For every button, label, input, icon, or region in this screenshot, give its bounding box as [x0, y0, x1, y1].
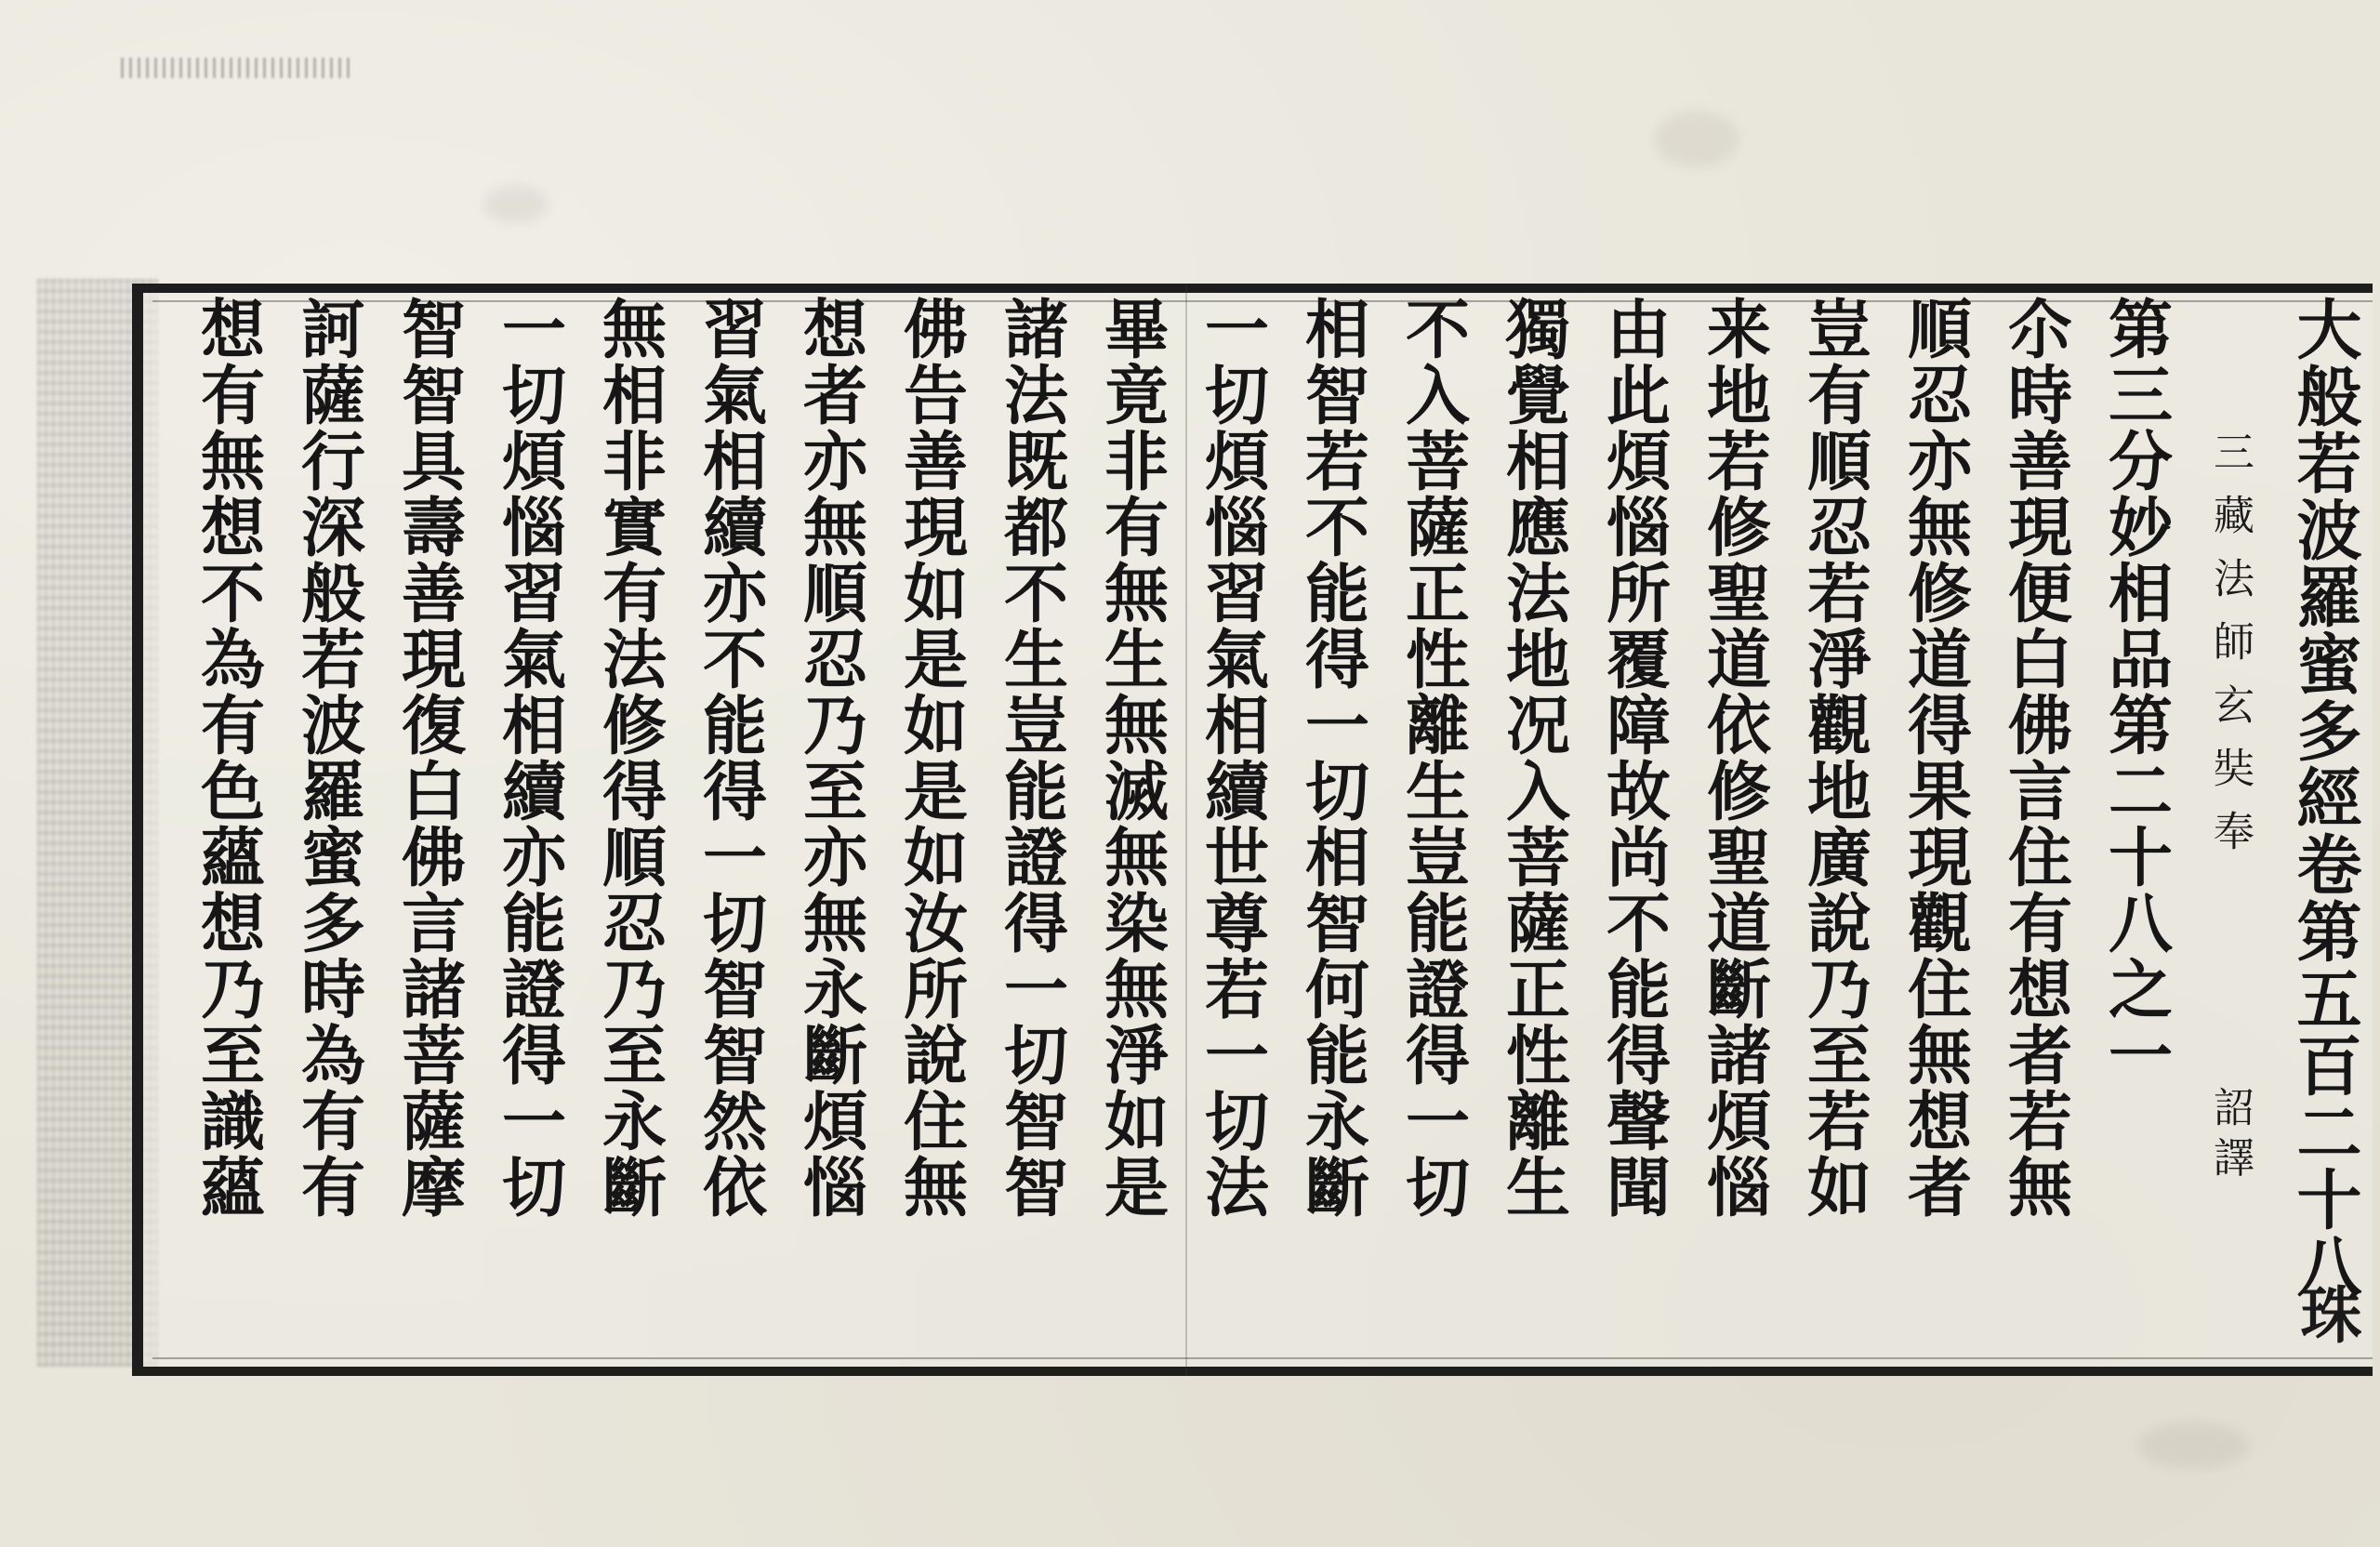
- text-column: 豈有順忍若淨觀地廣說乃至若如: [1796, 296, 1871, 1220]
- text-column: 習氣相續亦不能得一切智智然依: [692, 296, 767, 1220]
- text-column: 一切煩惱習氣相續世尊若一切法: [1194, 296, 1269, 1220]
- text-column: 一切煩惱習氣相續亦能證得一切: [491, 296, 566, 1220]
- text-column: 想有無想不為有色蘊想乃至識蘊: [190, 296, 265, 1220]
- chapter-heading: 第三分妙相品第二十八之一: [2097, 296, 2173, 1088]
- text-column: 無相非實有法修得順忍乃至永斷: [591, 296, 667, 1220]
- faded-ink-mark: [121, 58, 353, 78]
- paper-stain: [1655, 112, 1739, 167]
- text-column: 獨覺相應法地况入菩薩正性離生: [1495, 296, 1570, 1220]
- text-column: 相智若不能得一切相智何能永斷: [1294, 296, 1369, 1220]
- edict-translation: 詔譯: [2206, 1086, 2254, 1186]
- text-column: 畢竟非有無生無滅無染無淨如是: [1093, 296, 1169, 1220]
- text-column: 順忍亦無修道得果現觀住無想者: [1897, 296, 1972, 1220]
- text-column: 佛告善現如是如是如汝所說住無: [892, 296, 968, 1220]
- translator-credit: 三藏法師玄奘奉: [2206, 430, 2254, 873]
- text-column: 来地若修聖道依修聖道斷諸煩惱: [1696, 296, 1771, 1220]
- text-column: 由此煩惱所覆障故尚不能得聲聞: [1595, 296, 1671, 1220]
- text-column: 不入菩薩正性離生豈能證得一切: [1395, 296, 1470, 1220]
- text-column: 尒時善現便白佛言住有想者若無: [1997, 296, 2072, 1220]
- text-column: 訶薩行深般若波羅蜜多時為有有: [290, 296, 365, 1220]
- paper-stain: [2138, 1422, 2250, 1469]
- text-column: 智智具壽善現復白佛言諸菩薩摩: [390, 296, 466, 1220]
- marginal-character: 珠: [2290, 1283, 2362, 1344]
- vertical-text-area: [149, 296, 2371, 1365]
- text-column: 想者亦無順忍乃至亦無永斷煩惱: [792, 296, 867, 1220]
- paper-stain: [483, 186, 549, 223]
- sutra-title: 大般若波羅蜜多經卷第五百二十八: [2286, 296, 2363, 1300]
- translator-column: [2185, 296, 2278, 1365]
- text-column: 諸法既都不生豈能證得一切智智: [993, 296, 1068, 1220]
